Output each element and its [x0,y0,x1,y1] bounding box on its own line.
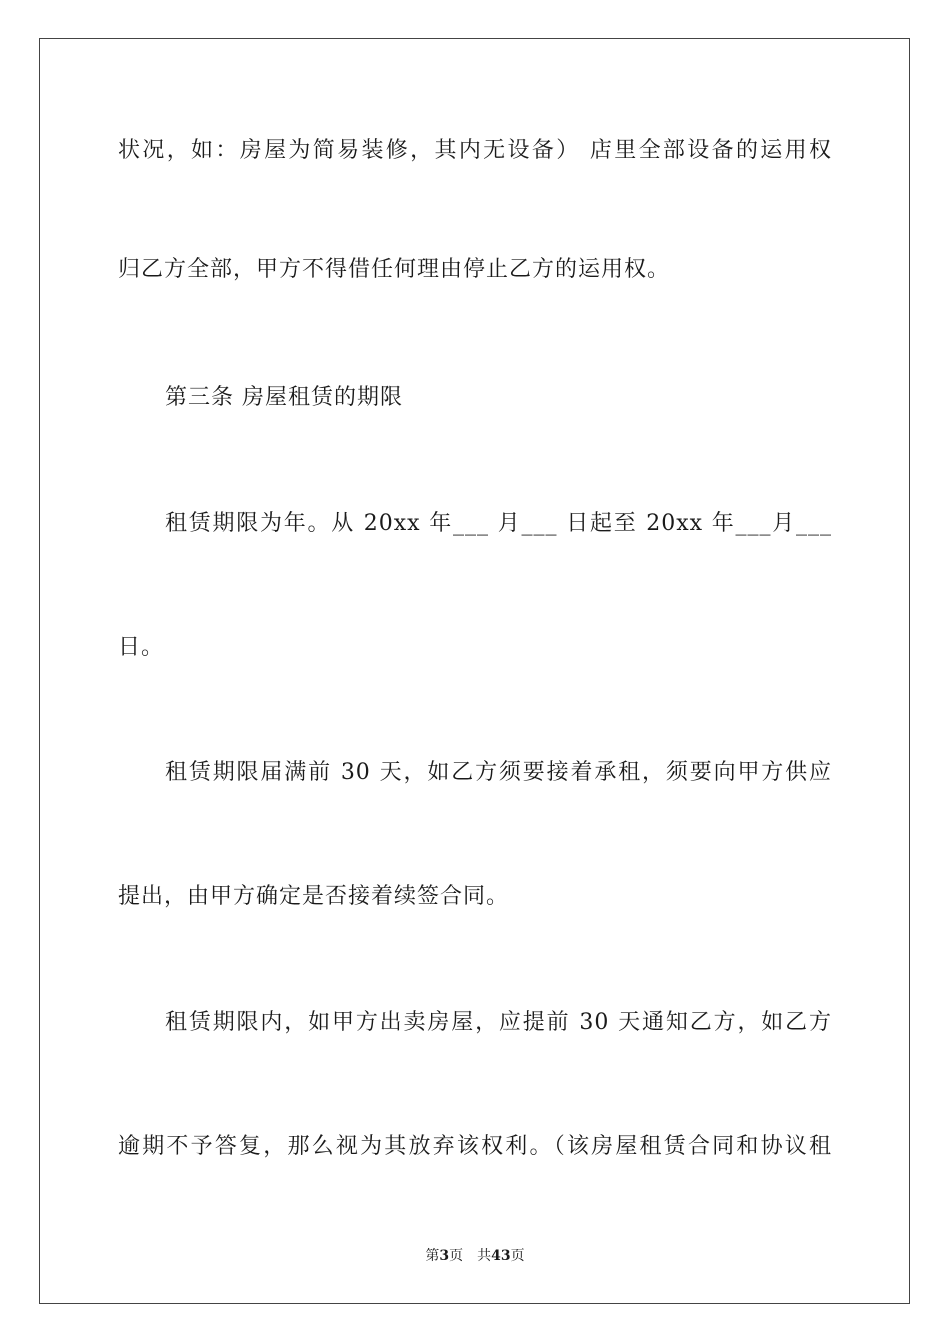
article-heading: 第三条 房屋租赁的期限 [165,385,403,410]
footer-total-number: 43 [491,1248,511,1264]
page-footer [0,1247,950,1265]
footer-page-suffix: 页 [449,1248,464,1264]
page-frame [39,38,910,1304]
footer-total-suffix: 页 [510,1248,525,1264]
body-line-6: 租赁期限届满前 30 天，如乙方须要接着承租，须要向甲方供应 [165,760,832,785]
footer-total-prefix: 共 [477,1248,492,1264]
body-line-7: 提出，由甲方确定是否接着续签合同。 [118,884,510,909]
body-line-9: 逾期不予答复，那么视为其放弃该权利。（该房屋租赁合同和协议租 [118,1134,832,1159]
body-line-1: 状况，如：房屋为简易装修，其内无设备） 店里全部设备的运用权 [118,138,832,163]
body-line-5: 日。 [118,635,165,660]
footer-page-number: 3 [439,1248,450,1264]
body-line-8: 租赁期限内，如甲方出卖房屋，应提前 30 天通知乙方，如乙方 [165,1010,832,1035]
footer-page-prefix: 第 [425,1248,440,1264]
body-line-4: 租赁期限为年。从 20xx 年___ 月___ 日起至 20xx 年___月___ [165,511,832,536]
body-line-2: 归乙方全部，甲方不得借任何理由停止乙方的运用权。 [118,257,671,282]
